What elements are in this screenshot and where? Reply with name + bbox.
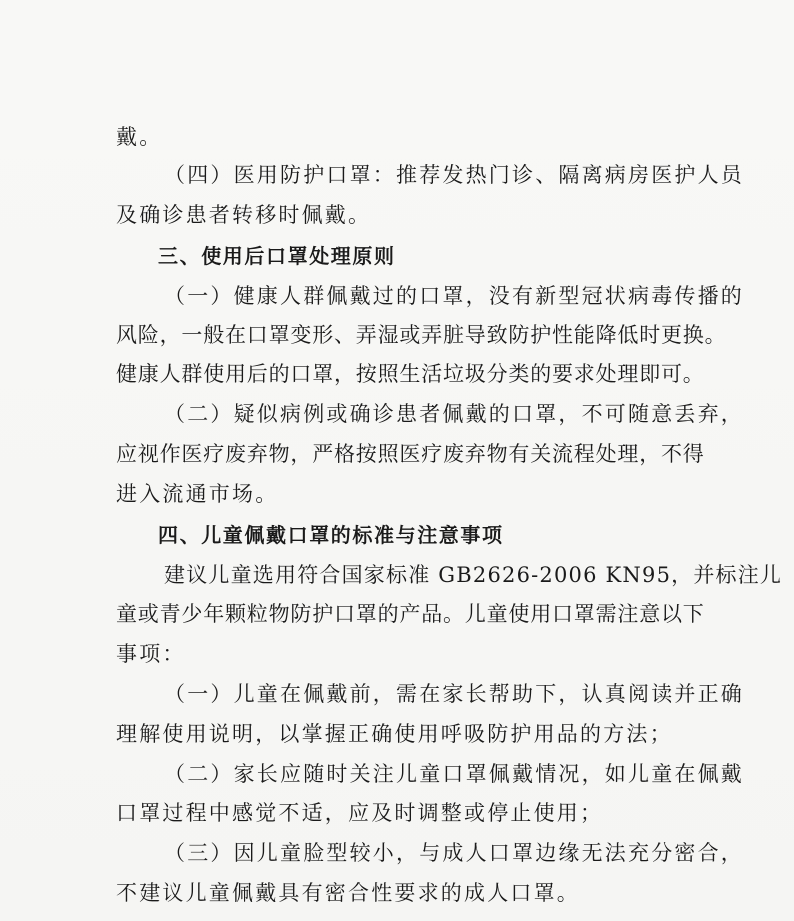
paragraph-line: （一）健康人群佩戴过的口罩，没有新型冠状病毒传播的 <box>164 284 744 308</box>
paragraph-line: （三）因儿童脸型较小，与成人口罩边缘无法充分密合， <box>164 841 744 865</box>
paragraph-line: 事项： <box>116 642 186 666</box>
section-heading-3: 三、使用后口罩处理原则 <box>158 244 396 268</box>
text-line-continuation: 戴。 <box>116 125 163 149</box>
paragraph-line: （二）疑似病例或确诊患者佩戴的口罩，不可随意丢弃， <box>164 402 744 426</box>
paragraph-line: 童或青少年颗粒物防护口罩的产品。儿童使用口罩需注意以下 <box>116 602 705 626</box>
paragraph-line: 进入流通市场。 <box>116 482 279 506</box>
paragraph-line: （一）儿童在佩戴前，需在家长帮助下，认真阅读并正确 <box>164 682 744 706</box>
paragraph-line: 应视作医疗废弃物，严格按照医疗废弃物有关流程处理，不得 <box>116 442 705 466</box>
paragraph-line: （四）医用防护口罩：推荐发热门诊、隔离病房医护人员 <box>164 163 744 187</box>
paragraph-line: 理解使用说明，以掌握正确使用呼吸防护用品的方法； <box>116 722 673 746</box>
paragraph-line: 建议儿童选用符合国家标准 GB2626-2006 KN95，并标注儿 <box>164 563 783 587</box>
paragraph-line: 健康人群使用后的口罩，按照生活垃圾分类的要求处理即可。 <box>116 362 705 386</box>
paragraph-line: 不建议儿童佩戴具有密合性要求的成人口罩。 <box>116 881 580 905</box>
paragraph-line: 口罩过程中感觉不适，应及时调整或停止使用； <box>116 801 604 825</box>
paragraph-line: 及确诊患者转移时佩戴。 <box>116 203 372 227</box>
paragraph-line: （二）家长应随时关注儿童口罩佩戴情况，如儿童在佩戴 <box>164 762 744 786</box>
section-heading-4: 四、儿童佩戴口罩的标准与注意事项 <box>158 523 504 547</box>
paragraph-line: 风险，一般在口罩变形、弄湿或弄脏导致防护性能降低时更换。 <box>116 323 727 347</box>
